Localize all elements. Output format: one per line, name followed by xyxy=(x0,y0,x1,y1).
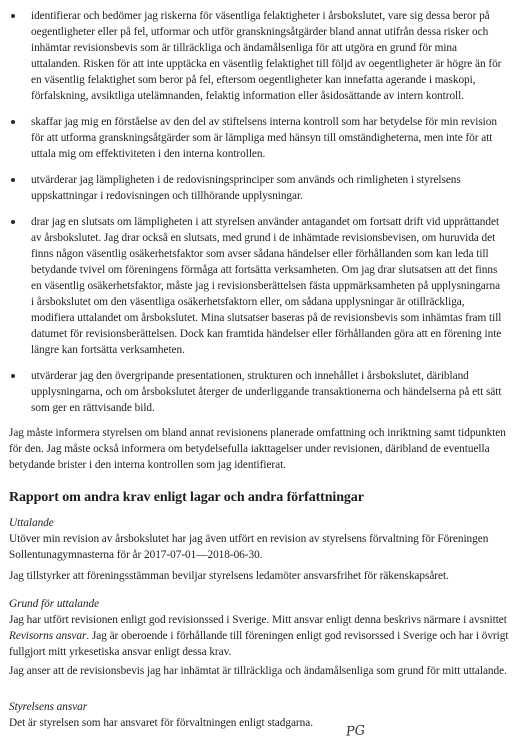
grund-text-start: Jag har utfört revisionen enligt god revisionssed i Sverige. Mitt ansvar enligt denna beskrivs närmare i avsnittet xyxy=(9,614,507,626)
bullet-icon xyxy=(11,178,15,182)
grund-emphasis: Revisorns ansvar xyxy=(9,630,87,642)
paragraph-grund-1 xyxy=(9,612,514,660)
list-item xyxy=(0,8,526,104)
bullet-icon xyxy=(11,220,15,224)
paragraph-styrelsens: Det är styrelsen som har ansvaret för förvaltningen enligt stadgarna. xyxy=(9,717,313,729)
handwritten-initials: PG xyxy=(345,723,366,740)
subheading-uttalande: Uttalande xyxy=(9,517,54,529)
paragraph-uttalande-1: Utöver min revision av årsbokslutet har jag även utfört en revision av styrelsens förvaltning för Föreningen Sollentunagymnasterna för år 2017-07-01—2018-06-30. xyxy=(9,533,489,561)
list-item-text: utvärderar jag lämpligheten i de redovisningsprinciper som används och rimligheten i styrelsens uppskattningar i redovisningen och tillhörande upplysningar. xyxy=(31,174,461,202)
bullet-icon xyxy=(11,374,15,378)
bullet-icon xyxy=(11,14,15,18)
list-item xyxy=(0,172,526,204)
auditor-responsibility-list xyxy=(0,8,526,426)
list-item-text: skaffar jag mig en förståelse av den del av stiftelsens interna kontroll som har betydelse för min revision för att utforma granskningsåtgärder som är lämpliga med hänsyn till omständigheterna, men inte för att uttala mig om effektiviteten i den interna kontrollen. xyxy=(31,116,497,160)
bullet-icon xyxy=(11,120,15,124)
paragraph-uttalande-2: Jag tillstyrker att föreningsstämman beviljar styrelsens ledamöter ansvarsfrihet för räkenskapsåret. xyxy=(9,570,449,582)
list-item xyxy=(0,214,526,358)
list-item-text: identifierar och bedömer jag riskerna för väsentliga felaktigheter i årsbokslutet, vare sig dessa beror på oegentligheter eller på fel, utformar och utför granskningsåtgärder bland annat utifrån dessa risker och inhämtar revisionsbevis som är tillräckliga och ändamålsenliga för att utgöra en grund för mina uttalanden. Risken för att inte upptäcka en väsentlig felaktighet till följd av oegentligheter är högre än för en väsentlig felaktighet som beror på fel, eftersom oegentligheter kan innefatta agerande i maskopi, förfalskning, avsiktliga utelämnanden, felaktig information eller åsidosättande av intern kontroll. xyxy=(31,10,502,102)
paragraph-inform: Jag måste informera styrelsen om bland annat revisionens planerade omfattning och inriktning samt tidpunkten för den. Jag måste också informera om betydelsefulla iakttagelser under revisionen, däribland de eventuella betydande brister i den interna kontrollen som jag identifierat. xyxy=(9,427,506,471)
list-item-text: utvärderar jag den övergripande presentationen, strukturen och innehållet i årsbokslutet, däribland upplysningarna, och om årsbokslutet återger de underliggande transaktionerna och händelserna på ett sätt som ger en rättvisande bild. xyxy=(31,370,502,414)
section-heading-rapport: Rapport om andra krav enligt lagar och andra författningar xyxy=(9,490,364,505)
list-item xyxy=(0,368,526,416)
grund-text-end: . Jag är oberoende i förhållande till föreningen enligt god revisorssed i Sverige och har i övrigt fullgjort mitt yrkesetiska ansvar enligt dessa krav. xyxy=(9,630,509,658)
list-item-text: drar jag en slutsats om lämpligheten i att styrelsen använder antagandet om fortsatt drift vid upprättandet av årsbokslutet. Jag drar också en slutsats, med grund i de inhämtade revisionsbevisen, om huruvida det finns någon väsentlig osäkerhetsfaktor som avser sådana händelser eller förhållanden som kan leda till betydande tvivel om föreningens förmåga att fortsätta verksamheten. Om jag drar slutsatsen att det finns en väsentlig osäkerhetsfaktor, måste jag i revisionsberättelsen fästa uppmärksamheten på upplysningarna i årsbokslutet om den väsentliga osäkerhetsfaktorn eller, om sådana upplysningar är otillräckliga, modifiera uttalandet om årsbokslutet. Mina slutsatser baseras på de revisionsbevis som inhämtas fram till datumet för revisionsberättelsen. Dock kan framtida händelser eller förhållanden göra att en förening inte längre kan fortsätta verksamheten. xyxy=(31,216,502,356)
paragraph-grund-2: Jag anser att de revisionsbevis jag har inhämtat är tillräckliga och ändamålsenliga som grund för mitt uttalande. xyxy=(9,665,507,677)
list-item xyxy=(0,114,526,162)
subheading-grund: Grund för uttalande xyxy=(9,598,100,610)
subheading-styrelsens: Styrelsens ansvar xyxy=(9,701,88,713)
